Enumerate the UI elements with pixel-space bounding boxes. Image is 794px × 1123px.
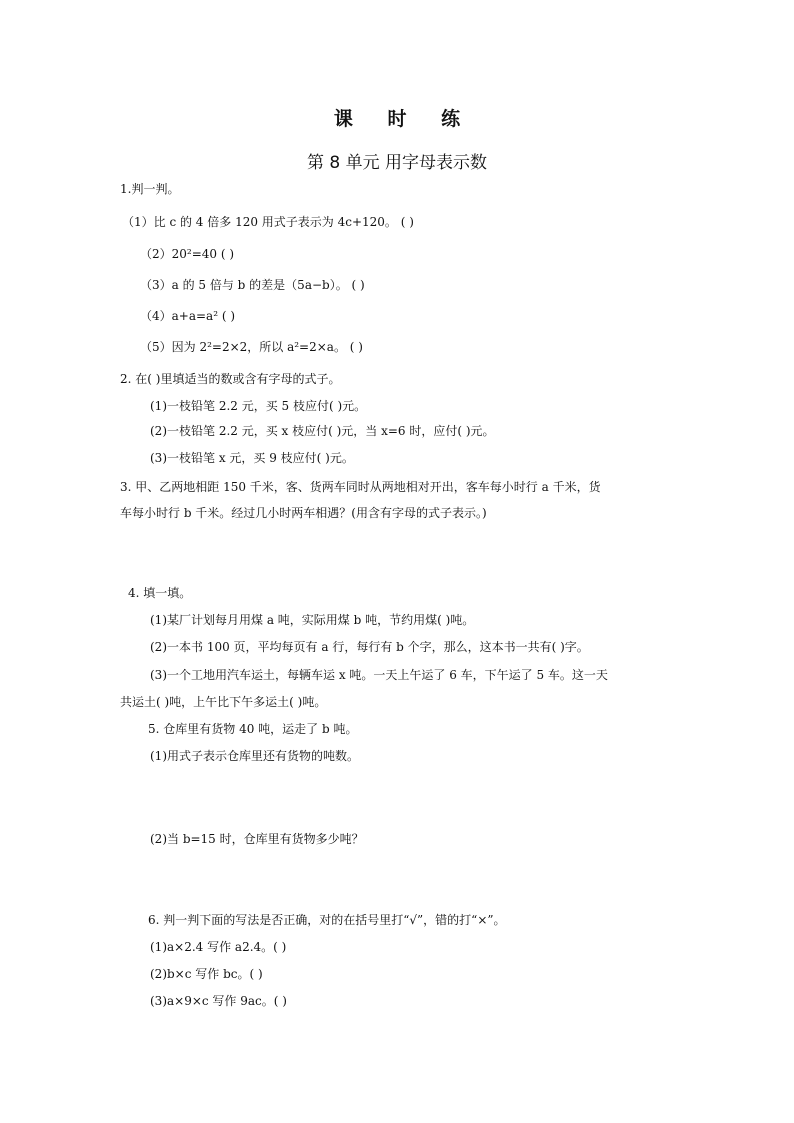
q1-item-1: （1）比 c 的 4 倍多 120 用式子表示为 4c+120。 ( ) [122,215,414,229]
q1-item-2: （2）20²=40 ( ) [140,247,235,261]
q5-part-1: (1)用式子表示仓库里还有货物的吨数。 [150,749,359,763]
q2-heading: 2. 在( )里填适当的数或含有字母的式子。 [120,372,341,386]
q2-item-2: (2)一枝铅笔 2.2 元，买 x 枝应付( )元，当 x=6 时，应付( )元。 [150,424,495,438]
q2-item-1: (1)一枝铅笔 2.2 元，买 5 枝应付( )元。 [150,399,367,413]
q6-item-1: (1)a×2.4 写作 a2.4。( ) [150,940,287,954]
q5-heading: 5. 仓库里有货物 40 吨，运走了 b 吨。 [148,722,358,736]
q5-part-2: (2)当 b=15 时，仓库里有货物多少吨？ [150,832,364,846]
q1-heading: 1.判一判。 [120,182,180,196]
q4-item-1: (1)某厂计划每月用煤 a 吨，实际用煤 b 吨，节约用煤( )吨。 [150,613,475,627]
q6-item-3: (3)a×9×c 写作 9ac。( ) [150,994,287,1008]
q1-item-5: （5）因为 2²=2×2，所以 a²=2×a。 ( ) [140,340,363,354]
q3-line-2: 车每小时行 b 千米。经过几小时两车相遇？(用含有字母的式子表示。) [120,506,487,520]
unit-subtitle: 第 8 单元 用字母表示数 [306,153,488,173]
q4-item-3-continuation: 共运土( )吨，上午比下午多运土( )吨。 [120,695,327,709]
q2-item-3: (3)一枝铅笔 x 元，买 9 枝应付( )元。 [150,451,354,465]
q4-heading: 4. 填一填。 [128,586,192,600]
page-title: 课 时 练 [333,108,475,130]
q3-line-1: 3. 甲、乙两地相距 150 千米，客、货两车同时从两地相对开出，客车每小时行 a 千米，货 [120,480,601,494]
q1-item-4: （4）a+a=a² ( ) [140,309,236,323]
q6-item-2: (2)b×c 写作 bc。( ) [150,967,263,981]
q6-heading: 6. 判一判下面的写法是否正确，对的在括号里打“√”，错的打“×”。 [148,913,506,927]
q1-item-3: （3）a 的 5 倍与 b 的差是（5a−b）。 ( ) [140,278,365,292]
q4-item-2: (2)一本书 100 页，平均每页有 a 行，每行有 b 个字，那么，这本书一共有( )字。 [150,640,589,654]
q4-item-3: (3)一个工地用汽车运土，每辆车运 x 吨。一天上午运了 6 车，下午运了 5 车。这一天 [150,668,608,682]
